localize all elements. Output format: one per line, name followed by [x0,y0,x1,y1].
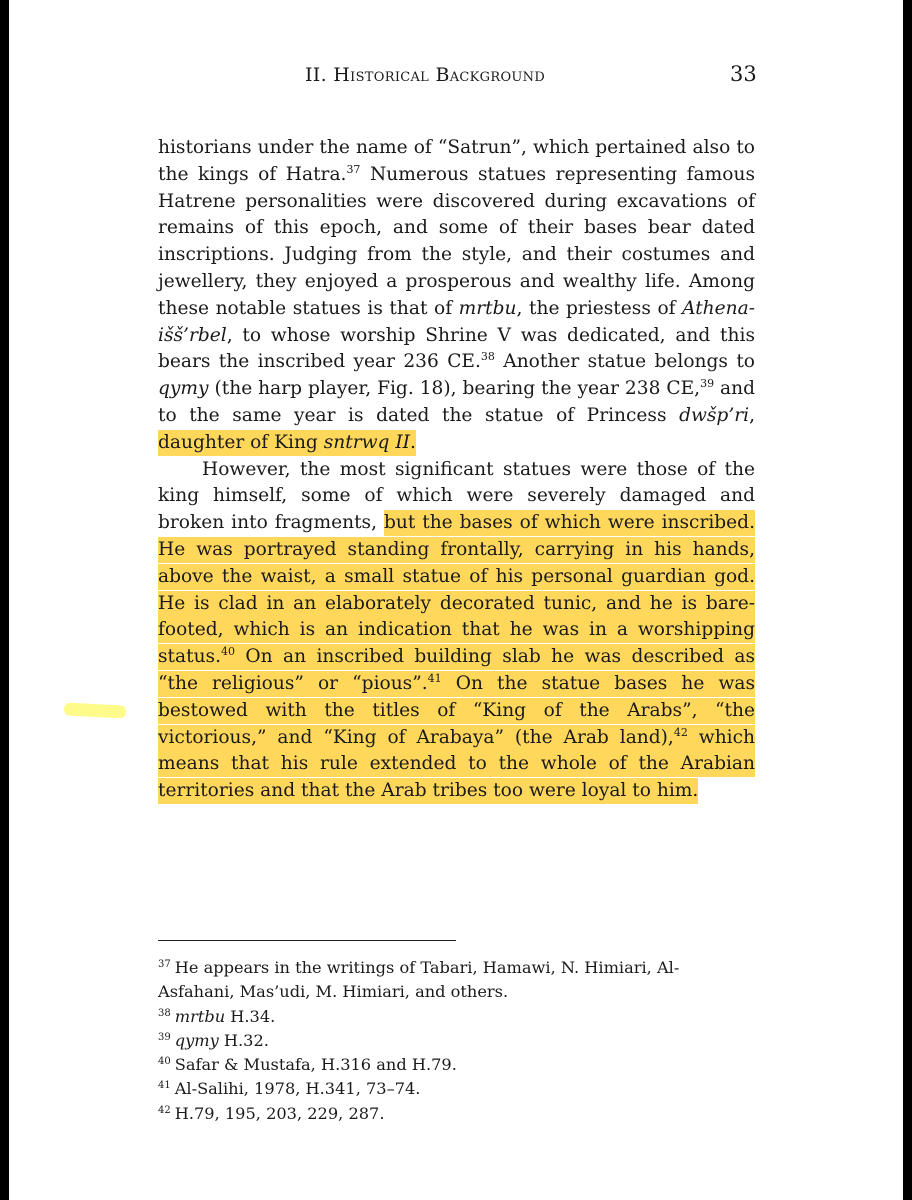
footnote-ref-41[interactable]: 41 [427,671,442,685]
footnote-ref-38[interactable]: 38 [480,350,495,364]
footnote-40: $^{40}$ Safar & Mustafa, H.316 and H.79. [158,1055,457,1075]
page-number: 33 [730,62,757,86]
footnote-39: $^{39}$ qymy H.32. [158,1030,269,1050]
footnote-ref-40[interactable]: 40 [221,645,235,659]
footnote-ref-42[interactable]: 42 [673,725,688,739]
paragraph-1: historians under the name of “Satrun”, which pertained also to the kings of Hatra.$^{37}$ Numerous statues representing famous Hatrene personalities were discovered during excavations of remains of this epoch, and some of their bases bear dated inscriptions. Judging from the style, and their costumes and jewellery, they enjoyed a prosperous and wealthy life. Among these notable statues is that of mrtbu, the priestess of Athena-išš’rbel, to whose worship Shrine V was dedicated, and this bears the inscribed year 236 CE.$^{38}$ Another statue belongs to qymy (the harp player, Fig. 18), bearing the year 238 CE,$^{39}$ and to the same year is dated the statue of Princess dwšp’ri, daughter of King sntrwq II. [158,135,755,457]
footnote-37: $^{37}$ He appears in the writings of Tabari, Hamawi, N. Himiari, Al-Asfahani, Mas’udi, M. Himiari, and others. [158,958,680,1002]
highlighted-text[interactable]: but the bases of which were inscribed. He was portrayed standing frontally, carrying in his hands, above the waist, a small statue of his personal guardian god. He is clad in an elaborately decorated tunic, and he is bare-footed, which is an indication that he was in a worshipping status.$^{40}$ On an inscribed building slab he was described as “the religious” or “pious”.$^{41}$ On the statue bases he was bestowed with the titles of “King of the Arabs”, “the victorious,” and “King of Arabaya” (the Arab land),$^{42}$ which means that his rule extended to the whole of the Arabian territories and that the Arab tribes too were loyal to him. [158,510,755,804]
running-head: II. Historical Background [305,64,546,86]
footnote-ref-37[interactable]: 37 [346,162,361,176]
footnotes [158,956,755,1126]
footnote-42: $^{42}$ H.79, 195, 203, 229, 287. [158,1103,385,1123]
highlighted-text[interactable]: daughter of King sntrwq II. [158,430,416,456]
footnote-41: $^{41}$ Al-Salihi, 1978, H.341, 73–74. [158,1079,421,1099]
paragraph-2: However, the most significant statues were those of the king himself, some of which were severely damaged and broken into fragments, but the bases of which were inscribed. He was portrayed standing frontally, carrying in his hands, above the waist, a small statue of his personal guardian god. He is clad in an elaborately decorated tunic, and he is bare-footed, which is an indication that he was in a worshipping status.$^{40}$ On an inscribed building slab he was described as “the religious” or “pious”.$^{41}$ On the statue bases he was bestowed with the titles of “King of the Arabs”, “the victorious,” and “King of Arabaya” (the Arab land),$^{42}$ which means that his rule extended to the whole of the Arabian territories and that the Arab tribes too were loyal to him. [158,457,755,805]
book-page [9,0,903,1200]
page-header [9,62,903,92]
footnote-separator [158,940,456,941]
footnote-38: $^{38}$ mrtbu H.34. [158,1006,276,1026]
body-text [158,135,755,805]
footnote-ref-39[interactable]: 39 [700,377,715,391]
